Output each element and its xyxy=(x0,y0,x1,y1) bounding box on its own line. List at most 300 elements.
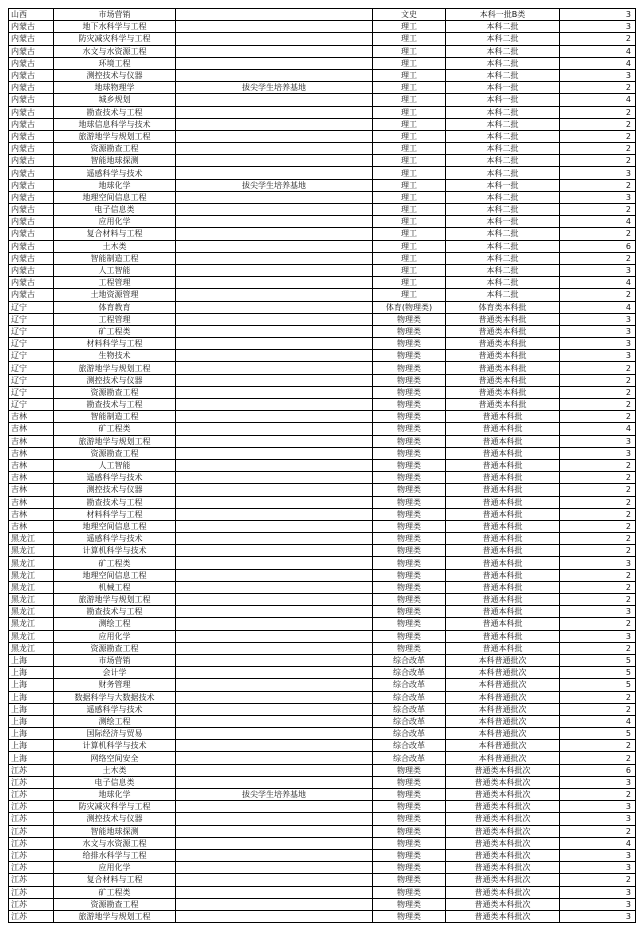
note-cell xyxy=(176,630,373,642)
note-cell xyxy=(176,399,373,411)
count-cell: 3 xyxy=(560,776,636,788)
province-cell: 江苏 xyxy=(9,910,54,922)
category-cell: 物理类 xyxy=(373,886,446,898)
category-cell: 理工 xyxy=(373,204,446,216)
category-cell: 理工 xyxy=(373,118,446,130)
note-cell xyxy=(176,459,373,471)
note-cell xyxy=(176,21,373,33)
province-cell: 内蒙古 xyxy=(9,130,54,142)
table-row xyxy=(9,106,636,118)
note-cell xyxy=(176,594,373,606)
province-cell: 江苏 xyxy=(9,801,54,813)
count-cell: 3 xyxy=(560,606,636,618)
count-cell: 2 xyxy=(560,496,636,508)
count-cell: 2 xyxy=(560,118,636,130)
note-cell xyxy=(176,143,373,155)
note-cell xyxy=(176,703,373,715)
table-row xyxy=(9,776,636,788)
batch-cell: 本科二批 xyxy=(446,33,560,45)
batch-cell: 普通类本科批 xyxy=(446,362,560,374)
count-cell: 3 xyxy=(560,69,636,81)
province-cell: 江苏 xyxy=(9,825,54,837)
note-cell xyxy=(176,155,373,167)
count-cell: 4 xyxy=(560,715,636,727)
category-cell: 物理类 xyxy=(373,508,446,520)
major-cell: 人工智能 xyxy=(54,264,176,276)
category-cell: 物理类 xyxy=(373,313,446,325)
batch-cell: 普通本科批 xyxy=(446,447,560,459)
note-cell xyxy=(176,691,373,703)
table-row xyxy=(9,862,636,874)
count-cell: 2 xyxy=(560,143,636,155)
note-cell xyxy=(176,94,373,106)
table-row xyxy=(9,679,636,691)
major-cell: 复合材料与工程 xyxy=(54,228,176,240)
note-cell xyxy=(176,118,373,130)
province-cell: 内蒙古 xyxy=(9,264,54,276)
batch-cell: 普通类本科批次 xyxy=(446,801,560,813)
major-cell: 矿工程类 xyxy=(54,325,176,337)
count-cell: 2 xyxy=(560,594,636,606)
batch-cell: 普通类本科批次 xyxy=(446,862,560,874)
province-cell: 上海 xyxy=(9,715,54,727)
count-cell: 2 xyxy=(560,130,636,142)
province-cell: 上海 xyxy=(9,679,54,691)
batch-cell: 普通本科批 xyxy=(446,496,560,508)
enrollment-table xyxy=(8,8,636,923)
count-cell: 5 xyxy=(560,679,636,691)
batch-cell: 本科二批 xyxy=(446,191,560,203)
major-cell: 水文与水资源工程 xyxy=(54,45,176,57)
table-row xyxy=(9,691,636,703)
province-cell: 内蒙古 xyxy=(9,118,54,130)
count-cell: 2 xyxy=(560,642,636,654)
table-row xyxy=(9,277,636,289)
count-cell: 2 xyxy=(560,484,636,496)
category-cell: 理工 xyxy=(373,94,446,106)
count-cell: 3 xyxy=(560,910,636,922)
province-cell: 内蒙古 xyxy=(9,240,54,252)
batch-cell: 普通本科批 xyxy=(446,508,560,520)
batch-cell: 普通类本科批 xyxy=(446,374,560,386)
batch-cell: 本科一批 xyxy=(446,82,560,94)
count-cell: 2 xyxy=(560,204,636,216)
batch-cell: 普通本科批 xyxy=(446,569,560,581)
category-cell: 物理类 xyxy=(373,801,446,813)
category-cell: 理工 xyxy=(373,21,446,33)
note-cell xyxy=(176,130,373,142)
province-cell: 内蒙古 xyxy=(9,277,54,289)
count-cell: 2 xyxy=(560,874,636,886)
batch-cell: 本科二批 xyxy=(446,143,560,155)
note-cell xyxy=(176,338,373,350)
table-row xyxy=(9,728,636,740)
table-row xyxy=(9,289,636,301)
table-row xyxy=(9,362,636,374)
category-cell: 物理类 xyxy=(373,789,446,801)
table-row xyxy=(9,533,636,545)
major-cell: 数据科学与大数据技术 xyxy=(54,691,176,703)
batch-cell: 普通本科批 xyxy=(446,484,560,496)
table-row xyxy=(9,350,636,362)
batch-cell: 本科普通批次 xyxy=(446,728,560,740)
province-cell: 吉林 xyxy=(9,435,54,447)
major-cell: 机械工程 xyxy=(54,581,176,593)
category-cell: 物理类 xyxy=(373,325,446,337)
table-row xyxy=(9,374,636,386)
count-cell: 4 xyxy=(560,277,636,289)
major-cell: 市场营销 xyxy=(54,9,176,21)
batch-cell: 普通本科批 xyxy=(446,642,560,654)
batch-cell: 本科二批 xyxy=(446,252,560,264)
batch-cell: 普通类本科批次 xyxy=(446,837,560,849)
category-cell: 物理类 xyxy=(373,630,446,642)
count-cell: 3 xyxy=(560,801,636,813)
note-cell xyxy=(176,9,373,21)
count-cell: 2 xyxy=(560,569,636,581)
count-cell: 2 xyxy=(560,411,636,423)
major-cell: 智能地球探测 xyxy=(54,155,176,167)
province-cell: 吉林 xyxy=(9,411,54,423)
count-cell: 2 xyxy=(560,825,636,837)
note-cell xyxy=(176,301,373,313)
table-row xyxy=(9,764,636,776)
table-row xyxy=(9,545,636,557)
count-cell: 3 xyxy=(560,191,636,203)
note-cell xyxy=(176,411,373,423)
note-cell xyxy=(176,728,373,740)
note-cell xyxy=(176,581,373,593)
count-cell: 4 xyxy=(560,423,636,435)
count-cell: 2 xyxy=(560,252,636,264)
count-cell: 2 xyxy=(560,289,636,301)
province-cell: 内蒙古 xyxy=(9,94,54,106)
table-row xyxy=(9,654,636,666)
note-cell: 拔尖学生培养基地 xyxy=(176,82,373,94)
table-row xyxy=(9,594,636,606)
note-cell xyxy=(176,264,373,276)
major-cell: 土木类 xyxy=(54,240,176,252)
batch-cell: 普通类本科批 xyxy=(446,350,560,362)
category-cell: 理工 xyxy=(373,143,446,155)
batch-cell: 本科普通批次 xyxy=(446,703,560,715)
major-cell: 遥感科学与技术 xyxy=(54,472,176,484)
count-cell: 4 xyxy=(560,216,636,228)
count-cell: 3 xyxy=(560,350,636,362)
batch-cell: 普通类本科批次 xyxy=(446,886,560,898)
table-row xyxy=(9,325,636,337)
category-cell: 理工 xyxy=(373,252,446,264)
batch-cell: 普通类本科批 xyxy=(446,386,560,398)
major-cell: 智能制造工程 xyxy=(54,411,176,423)
province-cell: 黑龙江 xyxy=(9,594,54,606)
note-cell xyxy=(176,423,373,435)
province-cell: 内蒙古 xyxy=(9,289,54,301)
category-cell: 物理类 xyxy=(373,374,446,386)
category-cell: 综合改革 xyxy=(373,679,446,691)
note-cell xyxy=(176,325,373,337)
batch-cell: 普通本科批 xyxy=(446,435,560,447)
category-cell: 物理类 xyxy=(373,411,446,423)
batch-cell: 本科二批 xyxy=(446,204,560,216)
note-cell xyxy=(176,910,373,922)
province-cell: 黑龙江 xyxy=(9,581,54,593)
table-row xyxy=(9,569,636,581)
category-cell: 物理类 xyxy=(373,642,446,654)
major-cell: 资源勘查工程 xyxy=(54,642,176,654)
province-cell: 内蒙古 xyxy=(9,252,54,264)
table-row xyxy=(9,143,636,155)
category-cell: 物理类 xyxy=(373,874,446,886)
table-row xyxy=(9,496,636,508)
major-cell: 勘查技术与工程 xyxy=(54,106,176,118)
table-row xyxy=(9,740,636,752)
table-row xyxy=(9,252,636,264)
batch-cell: 本科普通批次 xyxy=(446,679,560,691)
table-row xyxy=(9,642,636,654)
major-cell: 计算机科学与技术 xyxy=(54,545,176,557)
count-cell: 2 xyxy=(560,399,636,411)
batch-cell: 普通本科批 xyxy=(446,520,560,532)
province-cell: 辽宁 xyxy=(9,374,54,386)
table-row xyxy=(9,338,636,350)
batch-cell: 普通本科批 xyxy=(446,618,560,630)
table-row xyxy=(9,82,636,94)
count-cell: 3 xyxy=(560,313,636,325)
batch-cell: 普通本科批 xyxy=(446,459,560,471)
count-cell: 3 xyxy=(560,21,636,33)
batch-cell: 本科二批 xyxy=(446,264,560,276)
province-cell: 黑龙江 xyxy=(9,557,54,569)
note-cell xyxy=(176,752,373,764)
table-row xyxy=(9,216,636,228)
note-cell xyxy=(176,374,373,386)
major-cell: 材料科学与工程 xyxy=(54,508,176,520)
major-cell: 财务管理 xyxy=(54,679,176,691)
major-cell: 勘查技术与工程 xyxy=(54,496,176,508)
count-cell: 4 xyxy=(560,45,636,57)
category-cell: 文史 xyxy=(373,9,446,21)
province-cell: 辽宁 xyxy=(9,350,54,362)
table-row xyxy=(9,837,636,849)
batch-cell: 普通本科批 xyxy=(446,557,560,569)
major-cell: 地理空间信息工程 xyxy=(54,191,176,203)
major-cell: 旅游地学与规划工程 xyxy=(54,594,176,606)
category-cell: 物理类 xyxy=(373,606,446,618)
count-cell: 2 xyxy=(560,508,636,520)
major-cell: 地理空间信息工程 xyxy=(54,569,176,581)
category-cell: 理工 xyxy=(373,191,446,203)
province-cell: 黑龙江 xyxy=(9,630,54,642)
note-cell xyxy=(176,874,373,886)
batch-cell: 本科一批 xyxy=(446,94,560,106)
province-cell: 江苏 xyxy=(9,874,54,886)
province-cell: 吉林 xyxy=(9,472,54,484)
table-row xyxy=(9,167,636,179)
major-cell: 市场营销 xyxy=(54,654,176,666)
major-cell: 体育教育 xyxy=(54,301,176,313)
count-cell: 3 xyxy=(560,886,636,898)
table-row xyxy=(9,484,636,496)
province-cell: 江苏 xyxy=(9,789,54,801)
count-cell: 3 xyxy=(560,630,636,642)
major-cell: 地球信息科学与技术 xyxy=(54,118,176,130)
category-cell: 理工 xyxy=(373,179,446,191)
note-cell xyxy=(176,776,373,788)
batch-cell: 普通类本科批次 xyxy=(446,789,560,801)
province-cell: 黑龙江 xyxy=(9,642,54,654)
category-cell: 物理类 xyxy=(373,435,446,447)
count-cell: 2 xyxy=(560,386,636,398)
category-cell: 综合改革 xyxy=(373,654,446,666)
table-row xyxy=(9,557,636,569)
province-cell: 内蒙古 xyxy=(9,228,54,240)
table-row xyxy=(9,886,636,898)
count-cell: 3 xyxy=(560,447,636,459)
note-cell xyxy=(176,57,373,69)
table-row xyxy=(9,264,636,276)
table-body xyxy=(9,9,636,923)
note-cell xyxy=(176,350,373,362)
note-cell xyxy=(176,569,373,581)
count-cell: 5 xyxy=(560,728,636,740)
table-row xyxy=(9,459,636,471)
batch-cell: 本科二批 xyxy=(446,106,560,118)
batch-cell: 本科普通批次 xyxy=(446,654,560,666)
category-cell: 综合改革 xyxy=(373,667,446,679)
province-cell: 上海 xyxy=(9,752,54,764)
count-cell: 2 xyxy=(560,520,636,532)
table-row xyxy=(9,423,636,435)
category-cell: 理工 xyxy=(373,33,446,45)
province-cell: 吉林 xyxy=(9,508,54,520)
note-cell xyxy=(176,679,373,691)
category-cell: 理工 xyxy=(373,69,446,81)
note-cell xyxy=(176,886,373,898)
province-cell: 江苏 xyxy=(9,764,54,776)
note-cell xyxy=(176,837,373,849)
table-row xyxy=(9,45,636,57)
major-cell: 遥感科学与技术 xyxy=(54,167,176,179)
province-cell: 吉林 xyxy=(9,447,54,459)
category-cell: 物理类 xyxy=(373,496,446,508)
major-cell: 城乡规划 xyxy=(54,94,176,106)
count-cell: 2 xyxy=(560,740,636,752)
category-cell: 物理类 xyxy=(373,399,446,411)
note-cell xyxy=(176,813,373,825)
category-cell: 理工 xyxy=(373,289,446,301)
note-cell xyxy=(176,667,373,679)
major-cell: 资源勘查工程 xyxy=(54,143,176,155)
batch-cell: 本科二批 xyxy=(446,45,560,57)
category-cell: 物理类 xyxy=(373,350,446,362)
category-cell: 理工 xyxy=(373,264,446,276)
count-cell: 2 xyxy=(560,82,636,94)
table-row xyxy=(9,435,636,447)
count-cell: 2 xyxy=(560,228,636,240)
batch-cell: 本科二批 xyxy=(446,228,560,240)
major-cell: 矿工程类 xyxy=(54,423,176,435)
category-cell: 综合改革 xyxy=(373,691,446,703)
count-cell: 2 xyxy=(560,752,636,764)
table-row xyxy=(9,752,636,764)
category-cell: 物理类 xyxy=(373,569,446,581)
table-row xyxy=(9,313,636,325)
province-cell: 江苏 xyxy=(9,862,54,874)
batch-cell: 本科普通批次 xyxy=(446,752,560,764)
province-cell: 内蒙古 xyxy=(9,143,54,155)
category-cell: 物理类 xyxy=(373,825,446,837)
batch-cell: 普通本科批 xyxy=(446,581,560,593)
table-row xyxy=(9,715,636,727)
province-cell: 上海 xyxy=(9,691,54,703)
category-cell: 物理类 xyxy=(373,520,446,532)
category-cell: 理工 xyxy=(373,82,446,94)
batch-cell: 本科一批 xyxy=(446,179,560,191)
note-cell xyxy=(176,33,373,45)
table-row xyxy=(9,155,636,167)
table-row xyxy=(9,301,636,313)
batch-cell: 本科二批 xyxy=(446,277,560,289)
count-cell: 2 xyxy=(560,618,636,630)
count-cell: 2 xyxy=(560,545,636,557)
category-cell: 体育(物理类) xyxy=(373,301,446,313)
province-cell: 上海 xyxy=(9,740,54,752)
note-cell xyxy=(176,508,373,520)
category-cell: 理工 xyxy=(373,155,446,167)
count-cell: 2 xyxy=(560,33,636,45)
count-cell: 2 xyxy=(560,362,636,374)
major-cell: 勘查技术与工程 xyxy=(54,606,176,618)
category-cell: 物理类 xyxy=(373,386,446,398)
category-cell: 物理类 xyxy=(373,581,446,593)
category-cell: 物理类 xyxy=(373,813,446,825)
batch-cell: 本科普通批次 xyxy=(446,740,560,752)
table-row xyxy=(9,667,636,679)
note-cell xyxy=(176,447,373,459)
table-row xyxy=(9,472,636,484)
major-cell: 测控技术与仪器 xyxy=(54,69,176,81)
major-cell: 给排水科学与工程 xyxy=(54,849,176,861)
province-cell: 黑龙江 xyxy=(9,606,54,618)
province-cell: 吉林 xyxy=(9,423,54,435)
major-cell: 勘查技术与工程 xyxy=(54,399,176,411)
category-cell: 物理类 xyxy=(373,338,446,350)
category-cell: 物理类 xyxy=(373,594,446,606)
note-cell xyxy=(176,740,373,752)
province-cell: 内蒙古 xyxy=(9,69,54,81)
count-cell: 4 xyxy=(560,57,636,69)
category-cell: 理工 xyxy=(373,130,446,142)
major-cell: 防灾减灾科学与工程 xyxy=(54,801,176,813)
count-cell: 3 xyxy=(560,557,636,569)
major-cell: 资源勘查工程 xyxy=(54,386,176,398)
major-cell: 会计学 xyxy=(54,667,176,679)
province-cell: 黑龙江 xyxy=(9,569,54,581)
note-cell xyxy=(176,435,373,447)
province-cell: 吉林 xyxy=(9,496,54,508)
province-cell: 黑龙江 xyxy=(9,545,54,557)
table-row xyxy=(9,21,636,33)
count-cell: 4 xyxy=(560,94,636,106)
province-cell: 辽宁 xyxy=(9,313,54,325)
batch-cell: 本科普通批次 xyxy=(446,691,560,703)
category-cell: 理工 xyxy=(373,240,446,252)
major-cell: 旅游地学与规划工程 xyxy=(54,362,176,374)
table-row xyxy=(9,240,636,252)
batch-cell: 本科普通批次 xyxy=(446,715,560,727)
province-cell: 内蒙古 xyxy=(9,204,54,216)
